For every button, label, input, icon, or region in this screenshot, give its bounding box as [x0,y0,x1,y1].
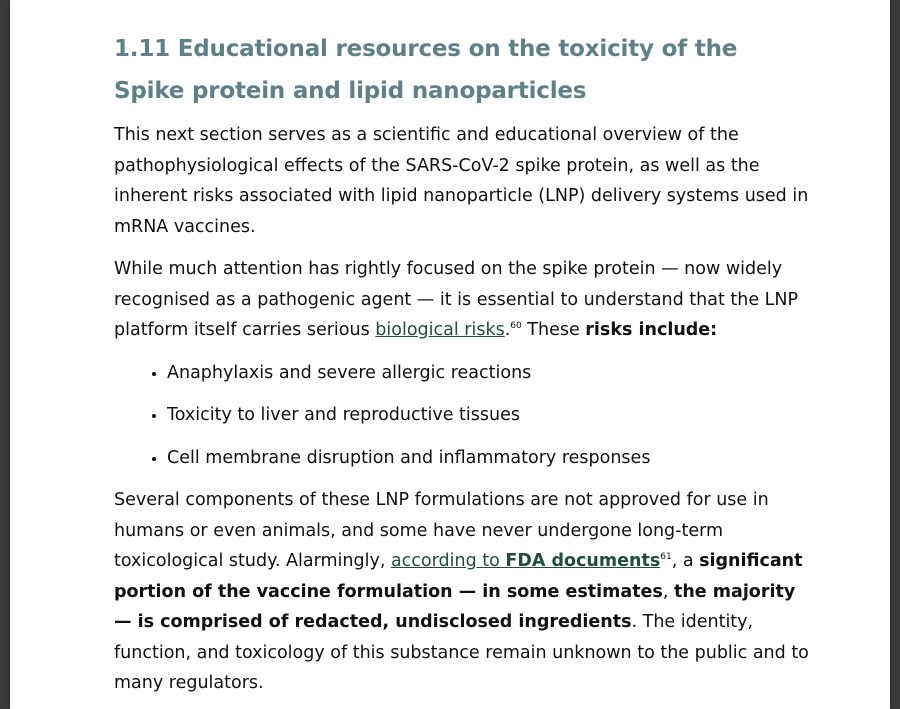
link-text: according to [390,551,506,571]
list-item: • Anaphylaxis and severe allergic reactions [167,358,814,389]
intro-paragraph: This next section serves as a scientific and educational overview of the pathophysiological effects of the SARS-CoV-2 spike protein, as well as the inherent risks associated with lipid nanoparticle (LNP) delivery systems used in mRNA vaccines. [114,125,809,237]
biological-risks-link[interactable]: biological risks [375,320,505,340]
page-content [114,28,814,709]
bold-statement: the majority — is comprised of redacted, undisclosed ingredients [114,581,796,632]
risks-include-label: risks include: [585,320,718,340]
paragraph-text: Several components of these LNP formulations are not approved for use in humans or even animals, and some have never undergone long-term toxicological study. Alarmingly, [114,490,769,571]
lnp-risks-paragraph [114,254,814,346]
list-item: • Cell membrane disruption and inflammatory responses [167,443,814,474]
paragraph-text: , a [671,551,700,571]
paragraph-text: . The identity, function, and toxicology of this substance remain unknown to the public and to many regulators. [114,612,809,693]
document-page [10,0,890,709]
paragraph-text: , [662,581,674,602]
link-bold-text: FDA documents [505,551,661,571]
risks-list [114,358,814,474]
paragraph-text: These [521,320,586,340]
list-item: • Toxicity to liver and reproductive tissues [167,400,814,431]
footnote-61[interactable]: 61 [660,552,672,563]
footnote-60[interactable]: 60 [510,321,522,332]
undisclosed-ingredients-paragraph [114,485,814,699]
bold-statement: significant portion of the vaccine formulation — in some estimates [114,551,803,602]
paragraph-text: While much attention has rightly focused on the spike protein — now widely recognised as a pathogenic agent — it is essential to understand that the LNP platform itself carries serious [114,259,799,340]
section-heading: 1.11 Educational resources on the toxicity of the Spike protein and lipid nanoparticles [114,36,738,104]
paragraph-text: . [504,320,511,340]
fda-documents-link[interactable] [391,551,660,571]
